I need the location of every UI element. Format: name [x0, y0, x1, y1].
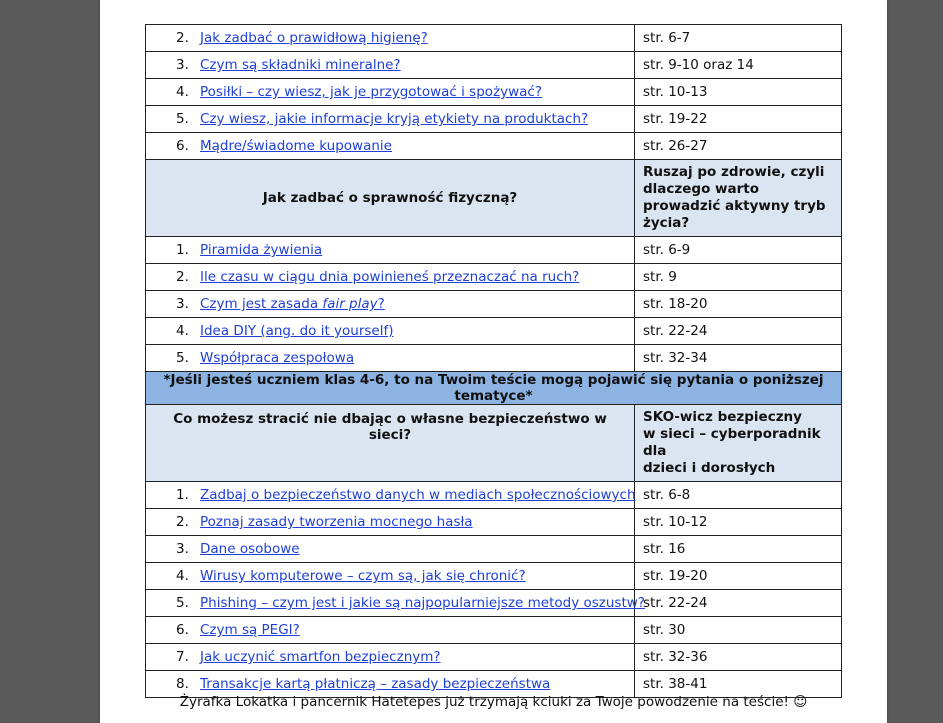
table-row — [146, 52, 842, 79]
topic-link[interactable]: Dane osobowe — [200, 541, 300, 557]
table-row — [146, 79, 842, 106]
item-number: 4. — [176, 568, 189, 584]
section-header — [146, 160, 842, 237]
topic-link[interactable]: Czy wiesz, jakie informacje kryją etykiety na produktach? — [200, 111, 589, 127]
document-page — [100, 0, 887, 723]
section-book-title: SKO-wicz bezpieczny w sieci – cyberporadnik dla dzieci i dorosłych — [635, 405, 842, 482]
topic-link[interactable]: Czym są składniki mineralne? — [200, 57, 401, 73]
section-question: Co możesz stracić nie dbając o własne bezpieczeństwo w sieci? — [146, 405, 635, 482]
topic-link[interactable]: Czym jest zasada fair play? — [200, 296, 385, 312]
item-number: 6. — [176, 622, 189, 638]
item-number: 3. — [176, 296, 189, 312]
footer-note: Żyrafka Lokatka i pancernik Hatetepes już trzymają kciuki za Twoje powodzenie na teście! ☺ — [179, 694, 808, 710]
section-header — [146, 405, 842, 482]
item-number: 3. — [176, 57, 189, 73]
page-range: str. 19-20 — [635, 563, 842, 590]
item-number: 3. — [176, 541, 189, 557]
table-row — [146, 318, 842, 345]
item-number: 5. — [176, 595, 189, 611]
table-row — [146, 482, 842, 509]
table-row — [146, 509, 842, 536]
topic-link[interactable]: Współpraca zespołowa — [200, 350, 355, 366]
section-book-title: Ruszaj po zdrowie, czyli dlaczego warto prowadzić aktywny tryb życia? — [635, 160, 842, 237]
topic-link[interactable]: Transakcje kartą płatniczą – zasady bezpieczeństwa — [200, 676, 551, 692]
table-row — [146, 25, 842, 52]
page-range: str. 30 — [635, 617, 842, 644]
table-row — [146, 237, 842, 264]
table-row — [146, 106, 842, 133]
topic-link[interactable]: Czym są PEGI? — [200, 622, 300, 638]
page-range: str. 6-7 — [635, 25, 842, 52]
grade-banner — [146, 372, 842, 405]
table-row — [146, 563, 842, 590]
page-range: str. 18-20 — [635, 291, 842, 318]
topic-link[interactable]: Phishing – czym jest i jakie są najpopularniejsze metody oszustw? — [200, 595, 645, 611]
topic-link[interactable]: Jak uczynić smartfon bezpiecznym? — [200, 649, 441, 665]
topic-link[interactable]: Jak zadbać o prawidłową higienę? — [200, 30, 428, 46]
table-row — [146, 345, 842, 372]
item-number: 4. — [176, 84, 189, 100]
item-number: 6. — [176, 138, 189, 154]
table-row — [146, 291, 842, 318]
table-row — [146, 133, 842, 160]
topics-table — [145, 24, 842, 698]
item-number: 5. — [176, 350, 189, 366]
item-number: 5. — [176, 111, 189, 127]
topic-link[interactable]: Wirusy komputerowe – czym są, jak się chronić? — [200, 568, 526, 584]
page-range: str. 32-34 — [635, 345, 842, 372]
topic-link[interactable]: Ile czasu w ciągu dnia powinieneś przeznaczać na ruch? — [200, 269, 580, 285]
item-number: 2. — [176, 514, 189, 530]
page-range: str. 10-13 — [635, 79, 842, 106]
section-question: Jak zadbać o sprawność fizyczną? — [146, 160, 635, 237]
table-row — [146, 264, 842, 291]
topic-link[interactable]: Mądre/świadome kupowanie — [200, 138, 392, 154]
item-number: 1. — [176, 487, 189, 503]
page-range: str. 6-9 — [635, 237, 842, 264]
banner-text: *Jeśli jesteś uczniem klas 4-6, to na Twoim teście mogą pojawić się pytania o poniższej tematyce* — [146, 372, 842, 405]
topic-link[interactable]: Posiłki – czy wiesz, jak je przygotować i spożywać? — [200, 84, 542, 100]
page-range: str. 32-36 — [635, 644, 842, 671]
topic-link[interactable]: Zadbaj o bezpieczeństwo danych w mediach społecznościowych — [200, 487, 636, 503]
table-row — [146, 617, 842, 644]
page-range: str. 9-10 oraz 14 — [635, 52, 842, 79]
page-range: str. 10-12 — [635, 509, 842, 536]
item-number: 7. — [176, 649, 189, 665]
page-range: str. 9 — [635, 264, 842, 291]
table-row — [146, 536, 842, 563]
table-row — [146, 590, 842, 617]
item-number: 1. — [176, 242, 189, 258]
page-range: str. 22-24 — [635, 590, 842, 617]
topic-link[interactable]: Idea DIY (ang. do it yourself) — [200, 323, 394, 339]
page-range: str. 38-41 — [635, 671, 842, 698]
page-range: str. 26-27 — [635, 133, 842, 160]
page-range: str. 19-22 — [635, 106, 842, 133]
item-number: 2. — [176, 30, 189, 46]
topic-link[interactable]: Piramida żywienia — [200, 242, 323, 258]
topic-link[interactable]: Poznaj zasady tworzenia mocnego hasła — [200, 514, 473, 530]
item-number: 4. — [176, 323, 189, 339]
table-row — [146, 644, 842, 671]
page-range: str. 22-24 — [635, 318, 842, 345]
page-range: str. 6-8 — [635, 482, 842, 509]
item-number: 8. — [176, 676, 189, 692]
page-range: str. 16 — [635, 536, 842, 563]
item-number: 2. — [176, 269, 189, 285]
